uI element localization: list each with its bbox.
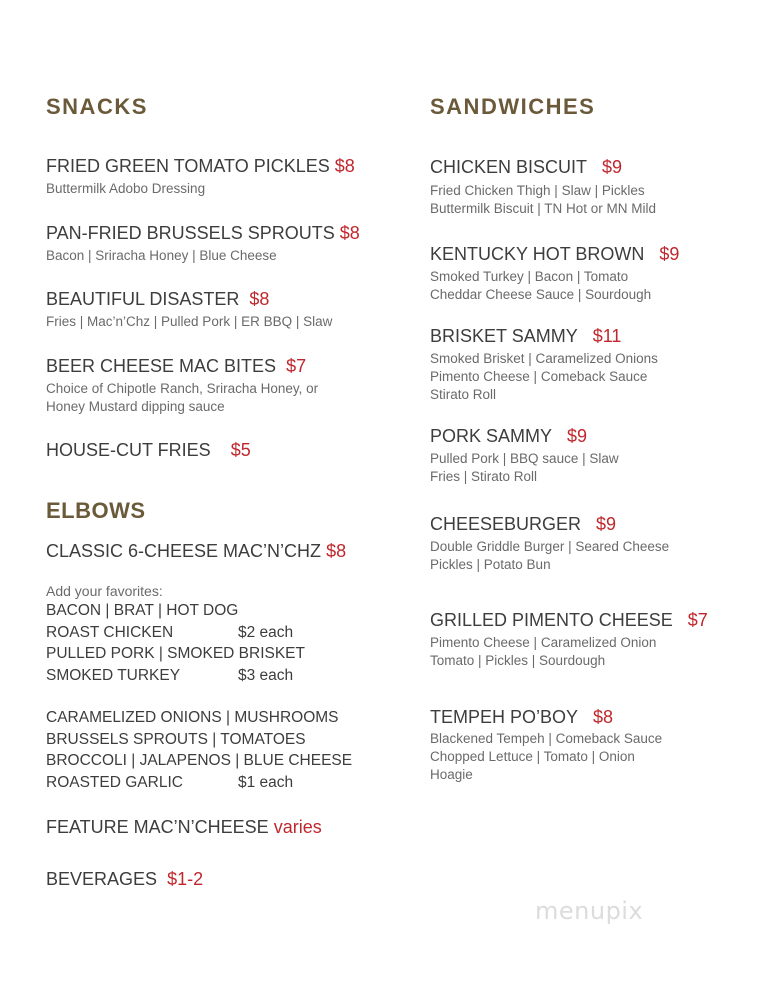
item-description: Tomato | Pickles | Sourdough — [430, 653, 606, 668]
menu-item-name: CHICKEN BISCUIT $9 — [430, 157, 623, 177]
item-description: Buttermilk Biscuit | TN Hot or MN Mild — [430, 201, 657, 216]
item-description: Choice of Chipotle Ranch, Sriracha Honey, or — [46, 381, 319, 396]
add-favorites-label: Add your favorites: — [46, 583, 163, 599]
item-description: Fries | Mac’n’Chz | Pulled Pork | ER BBQ | Slaw — [46, 314, 333, 329]
item-price: $8 — [339, 223, 360, 243]
item-price: $5 — [230, 440, 251, 460]
item-description: Stirato Roll — [430, 387, 497, 402]
addon-line: ROAST CHICKEN — [46, 623, 174, 641]
item-price: $7 — [286, 356, 307, 376]
addon-price: $2 each — [238, 623, 294, 641]
addon-line: CARAMELIZED ONIONS | MUSHROOMS — [46, 709, 339, 726]
menu-item-name: CHEESEBURGER $9 — [430, 514, 617, 534]
item-description: Pimento Cheese | Caramelized Onion — [430, 635, 657, 650]
item-description: Blackened Tempeh | Comeback Sauce — [430, 731, 663, 746]
item-price: $8 — [326, 541, 347, 561]
item-description: Chopped Lettuce | Tomato | Onion — [430, 749, 635, 764]
addon-line: BACON | BRAT | HOT DOG — [46, 602, 239, 619]
menupix-watermark: menupix — [535, 897, 644, 925]
item-price: $8 — [593, 707, 614, 727]
item-price: $9 — [567, 426, 588, 446]
sandwiches-heading: SANDWICHES — [430, 94, 596, 119]
addon-line: ROASTED GARLIC — [46, 773, 183, 791]
addon-price: $3 each — [238, 666, 294, 684]
menu-item-name: CLASSIC 6-CHEESE MAC’N’CHZ $8 — [46, 541, 347, 561]
item-description: Fries | Stirato Roll — [430, 469, 538, 484]
item-description: Bacon | Sriracha Honey | Blue Cheese — [46, 248, 277, 263]
menu-item-name: KENTUCKY HOT BROWN $9 — [430, 244, 680, 264]
menu-item-name: FRIED GREEN TOMATO PICKLES $8 — [46, 156, 355, 176]
item-description: Pickles | Potato Bun — [430, 557, 551, 572]
item-description: Honey Mustard dipping sauce — [46, 399, 225, 414]
item-price: varies — [273, 817, 322, 837]
item-description: Smoked Turkey | Bacon | Tomato — [430, 269, 629, 284]
item-price: $8 — [334, 156, 355, 176]
addon-line: BROCCOLI | JALAPENOS | BLUE CHEESE — [46, 752, 353, 769]
menu-item-name: PAN-FRIED BRUSSELS SPROUTS $8 — [46, 223, 360, 243]
snacks-heading: SNACKS — [46, 94, 148, 119]
item-price: $1-2 — [167, 869, 204, 889]
item-price: $11 — [592, 326, 622, 346]
menu-item-name: BEAUTIFUL DISASTER $8 — [46, 289, 270, 309]
menu-item-name: GRILLED PIMENTO CHEESE $7 — [430, 610, 708, 630]
item-description: Double Griddle Burger | Seared Cheese — [430, 539, 670, 554]
item-description: Cheddar Cheese Sauce | Sourdough — [430, 287, 652, 302]
item-price: $9 — [602, 157, 623, 177]
addon-line: PULLED PORK | SMOKED BRISKET — [46, 645, 305, 662]
item-description: Hoagie — [430, 767, 473, 782]
menu-item-name: BEER CHEESE MAC BITES $7 — [46, 356, 307, 376]
addon-line: SMOKED TURKEY — [46, 666, 181, 684]
item-description: Smoked Brisket | Caramelized Onions — [430, 351, 658, 366]
item-price: $8 — [249, 289, 270, 309]
menu-item-name: HOUSE-CUT FRIES $5 — [46, 440, 251, 460]
addon-line: BRUSSELS SPROUTS | TOMATOES — [46, 730, 306, 748]
item-description: Pimento Cheese | Comeback Sauce — [430, 369, 648, 384]
item-price: $7 — [687, 610, 708, 630]
item-description: Pulled Pork | BBQ sauce | Slaw — [430, 451, 619, 466]
elbows-heading: ELBOWS — [46, 498, 146, 523]
addon-price: $1 each — [238, 773, 294, 791]
menu-item-name: BEVERAGES $1-2 — [46, 869, 204, 889]
item-description: Buttermilk Adobo Dressing — [46, 181, 206, 196]
menu-item-name: BRISKET SAMMY $11 — [430, 326, 622, 346]
item-description: Fried Chicken Thigh | Slaw | Pickles — [430, 183, 645, 198]
menu-item-name: TEMPEH PO’BOY $8 — [430, 707, 614, 727]
menu-item-name: PORK SAMMY $9 — [430, 426, 588, 446]
item-price: $9 — [659, 244, 680, 264]
menu-item-name: FEATURE MAC’N’CHEESE varies — [46, 817, 322, 837]
item-price: $9 — [596, 514, 617, 534]
